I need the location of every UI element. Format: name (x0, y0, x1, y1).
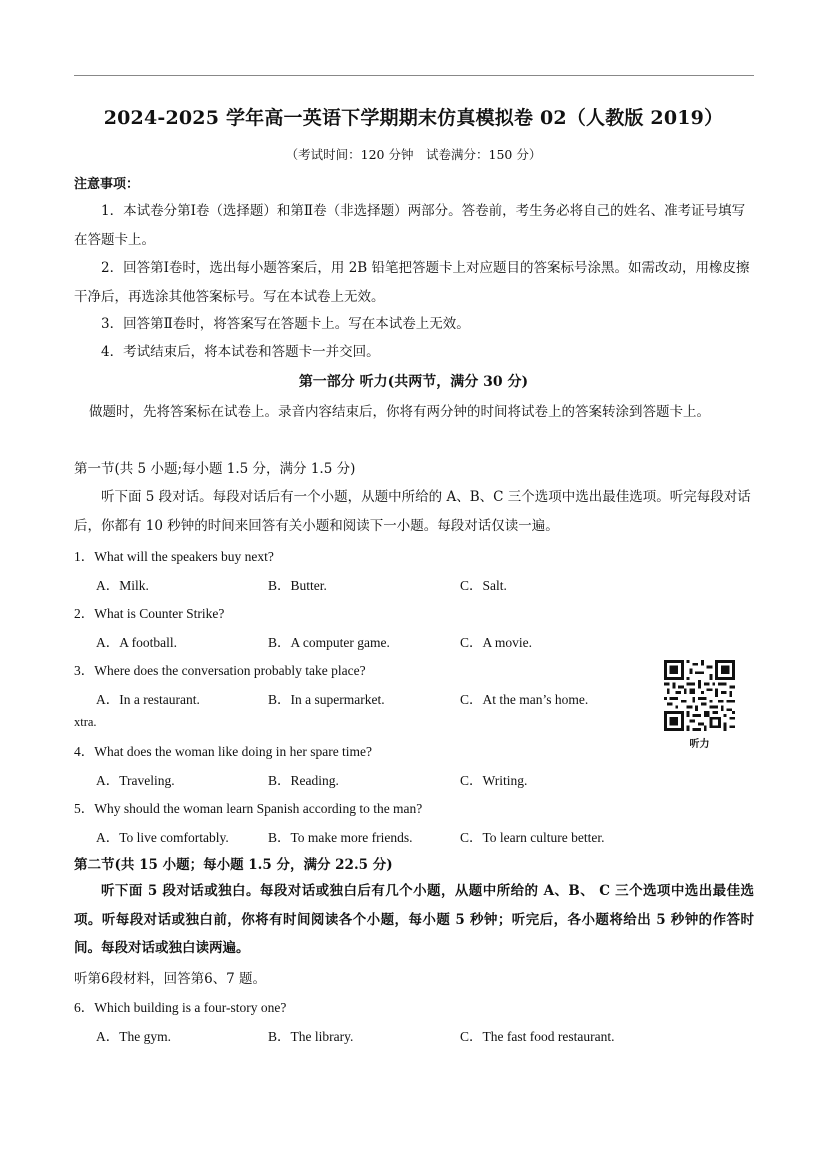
option-1c: C．Salt. (460, 578, 507, 593)
option-6a: A．The gym. (96, 1029, 171, 1044)
question-5: 5．Why should the woman learn Spanish according to the man? (74, 801, 423, 816)
option-4a: A．Traveling. (96, 773, 175, 788)
option-3b: B．In a supermarket. (268, 692, 385, 707)
option-4b: B．Reading. (268, 773, 339, 788)
option-2a: A．A football. (96, 635, 177, 650)
note-item-2: 2．回答第Ⅰ卷时，选出每小题答案后，用 2B 铅笔把答题卡上对应题目的答案标号涂黑。如需改动，用橡皮擦干净后，再选涂其他答案标号。写在本试卷上无效。 (74, 260, 750, 305)
option-3a: A．In a restaurant. (96, 692, 200, 707)
note-item-1: 1．本试卷分第Ⅰ卷（选择题）和第Ⅱ卷（非选择题）两部分。答卷前，考生务必将自己的姓名、准考证号填写在答题卡上。 (74, 203, 746, 248)
stray-text: xtra. (74, 715, 97, 729)
question-6: 6．Which building is a four-story one? (74, 1000, 287, 1015)
option-2b: B．A computer game. (268, 635, 390, 650)
section2-heading: 第二节(共 15 小题；每小题 1.5 分，满分 22.5 分) (74, 857, 393, 873)
option-1a: A．Milk. (96, 578, 149, 593)
part1-heading: 第一部分 听力(共两节，满分 30 分) (298, 374, 529, 390)
option-6b: B．The library. (268, 1029, 354, 1044)
option-6c: C．The fast food restaurant. (460, 1029, 615, 1044)
section2-instructions: 听下面 5 段对话或独白。每段对话或独白后有几个小题，从题中所给的 A、B、 C 三个选项中选出最佳选项。听每段对话或独白前，你将有时间阅读各个小题，每小题 5 秒钟；听完后，各小题将给出 5 秒钟的作答时间。每段对话或独白读两遍。 (74, 883, 754, 956)
option-3c: C．At the man’s home. (460, 692, 589, 707)
part1-intro: 做题时，先将答案标在试卷上。录音内容结束后，你将有两分钟的时间将试卷上的答案转涂到答题卡上。 (89, 404, 710, 420)
qr-label: 听力 (689, 739, 710, 750)
question-2: 2．What is Counter Strike? (74, 606, 225, 621)
note-item-3: 3．回答第Ⅱ卷时，将答案写在答题卡上。写在本试卷上无效。 (101, 316, 470, 332)
material-6-label: 听第6段材料，回答第6、7 题。 (74, 971, 267, 987)
option-5a: A．To live comfortably. (96, 830, 229, 845)
section1-heading: 第一节(共 5 小题;每小题 1.5 分，满分 1.5 分) (74, 461, 356, 477)
question-1: 1．What will the speakers buy next? (74, 549, 274, 564)
note-item-4: 4．考试结束后，将本试卷和答题卡一并交回。 (101, 344, 380, 360)
exam-time-score: （考试时间：120 分钟 试卷满分：150 分） (285, 147, 542, 162)
option-5c: C．To learn culture better. (460, 830, 605, 845)
option-2c: C．A movie. (460, 635, 533, 650)
page-title: 2024-2025 学年高一英语下学期期末仿真模拟卷 02（人教版 2019） (103, 107, 724, 129)
option-5b: B．To make more friends. (268, 830, 413, 845)
qr-code-icon (664, 660, 735, 731)
question-4: 4．What does the woman like doing in her spare time? (74, 744, 373, 759)
question-3: 3．Where does the conversation probably take place? (74, 663, 366, 678)
header-rule (74, 75, 754, 76)
notes-heading: 注意事项： (74, 177, 140, 192)
option-4c: C．Writing. (460, 773, 528, 788)
option-1b: B．Butter. (268, 578, 327, 593)
section1-instructions: 听下面 5 段对话。每段对话后有一个小题，从题中所给的 A、B、C 三个选项中选出最佳选项。听完每段对话后，你都有 10 秒钟的时间来回答有关小题和阅读下一小题。每段对话仅读一遍。 (74, 489, 751, 534)
